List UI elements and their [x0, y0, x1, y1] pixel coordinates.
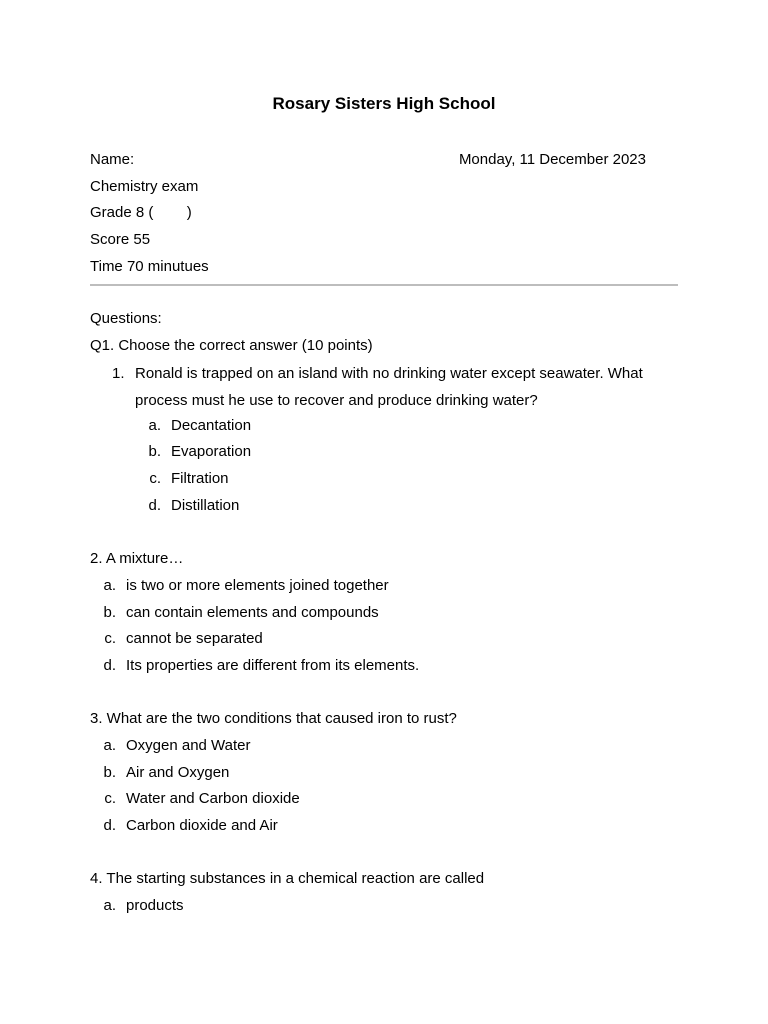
option-text: can contain elements and compounds [126, 603, 379, 621]
exam-header [90, 149, 646, 282]
option-text: Carbon dioxide and Air [126, 817, 278, 835]
option-text: products [126, 897, 184, 915]
option-letter: d. [148, 496, 161, 514]
option-item [90, 815, 678, 842]
name-date-row [90, 149, 646, 176]
option-item [90, 628, 678, 655]
option-letter: a. [103, 897, 116, 915]
option-letter: d. [103, 656, 116, 674]
option-text: Water and Carbon dioxide [126, 790, 300, 808]
option-item [90, 788, 678, 815]
option-text: Oxygen and Water [126, 737, 251, 755]
option-letter: b. [103, 763, 116, 781]
option-text: is two or more elements joined together [126, 576, 389, 594]
option-letter: d. [103, 817, 116, 835]
option-letter: c. [104, 630, 116, 648]
spacer [90, 682, 678, 709]
option-text: Air and Oxygen [126, 763, 230, 781]
question-2-text: 2. A mixture… [90, 550, 184, 568]
option-item [90, 735, 678, 762]
option-item [90, 415, 678, 442]
option-text: Distillation [171, 496, 240, 514]
option-item [90, 495, 678, 522]
option-item [90, 655, 678, 682]
question-text: Ronald is trapped on an island with no drinking water except seawater. What process must he use to recover and produce drinking water? [135, 365, 643, 410]
option-item [90, 602, 678, 629]
option-item [90, 441, 678, 468]
option-letter: b. [148, 443, 161, 461]
question-4-text: 4. The starting substances in a chemical reaction are called [90, 870, 485, 888]
spacer [90, 842, 678, 869]
option-item [90, 762, 678, 789]
question-1 [90, 361, 678, 414]
exam-subject: Chemistry exam [90, 177, 199, 195]
option-letter: a. [148, 416, 161, 434]
option-item [90, 895, 678, 922]
name-label: Name: [90, 151, 135, 168]
header-divider [90, 284, 678, 286]
option-item [90, 575, 678, 602]
option-letter: b. [103, 603, 116, 621]
option-text: Its properties are different from its elements. [126, 656, 420, 674]
score-field: Score 55 [90, 231, 151, 249]
school-title: Rosary Sisters High School [272, 94, 496, 113]
question-number: 1. [112, 365, 125, 383]
q1-heading: Q1. Choose the correct answer (10 points) [90, 336, 373, 354]
spacer [90, 522, 678, 549]
option-letter: c. [104, 790, 116, 808]
option-text: cannot be separated [126, 630, 263, 648]
option-text: Evaporation [171, 443, 252, 461]
option-letter: a. [103, 737, 116, 755]
questions-section [90, 308, 678, 922]
grade-field: Grade 8 ( ) [90, 204, 192, 222]
option-item [90, 468, 678, 495]
option-letter: a. [103, 576, 116, 594]
option-text: Filtration [171, 470, 229, 488]
option-letter: c. [149, 470, 161, 488]
exam-date: Monday, 11 December 2023 [458, 151, 646, 168]
time-field: Time 70 minutues [90, 257, 209, 275]
questions-label: Questions: [90, 310, 162, 327]
option-text: Decantation [171, 416, 252, 434]
question-3-text: 3. What are the two conditions that caused iron to rust? [90, 710, 457, 728]
